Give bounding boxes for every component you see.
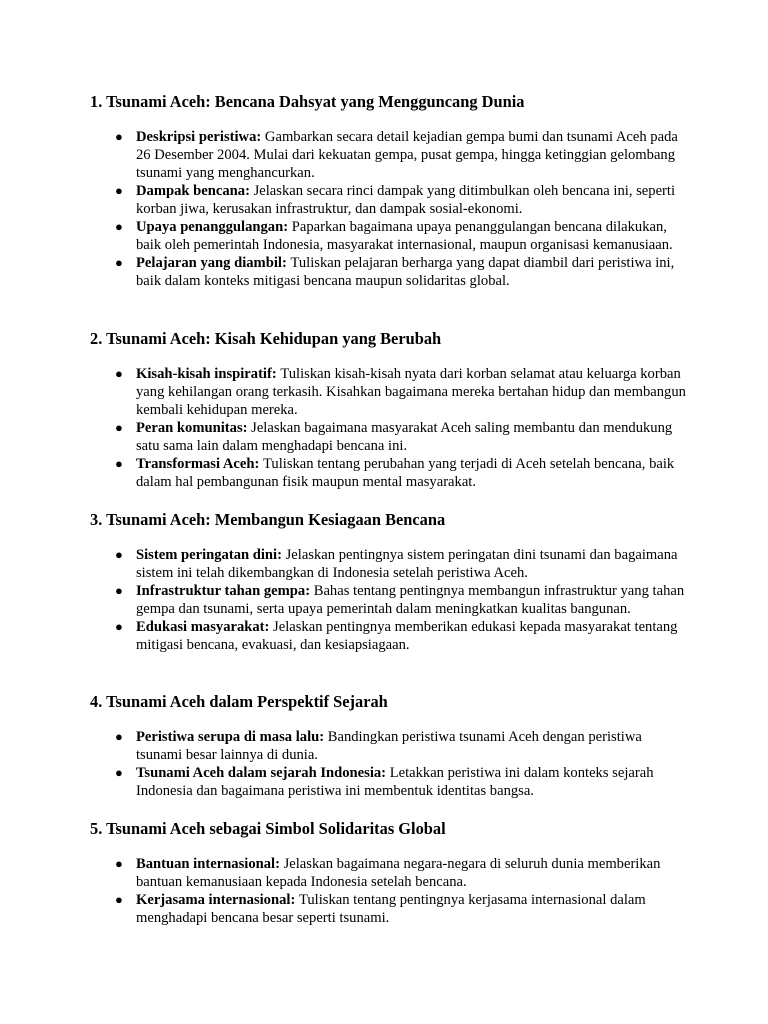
- bullet-icon: ●: [115, 219, 123, 234]
- bullet-icon: ●: [115, 765, 123, 780]
- list-item: [115, 891, 690, 927]
- item-label: Kisah-kisah inspiratif:: [136, 366, 281, 382]
- bullet-list: [90, 728, 690, 800]
- item-text: Tuliskan kisah-kisah nyata dari korban selamat atau keluarga korban yang kehilangan orang terkasih. Kisahkan bagaimana mereka bertahan hidup dan membangun kembali kehidupan mereka.: [136, 366, 686, 418]
- item-label: Bantuan internasional:: [136, 856, 284, 872]
- item-text: Bahas tentang pentingnya membangun infrastruktur yang tahan gempa dan tsunami, serta upaya pemerintah dalam meningkatkan kualitas bangunan.: [136, 583, 685, 617]
- item-label: Edukasi masyarakat:: [136, 619, 274, 635]
- list-item: [115, 455, 690, 491]
- list-item: [115, 728, 690, 764]
- item-text: Tuliskan tentang perubahan yang terjadi di Aceh setelah bencana, baik dalam hal pembangunan fisik maupun mental masyarakat.: [136, 456, 675, 490]
- bullet-icon: ●: [115, 583, 123, 598]
- list-item: [115, 855, 690, 891]
- section-title: 1. Tsunami Aceh: Bencana Dahsyat yang Mengguncang Dunia: [90, 92, 525, 111]
- section-title: 5. Tsunami Aceh sebagai Simbol Solidaritas Global: [90, 819, 446, 838]
- bullet-icon: ●: [115, 255, 123, 270]
- bullet-list: [90, 855, 690, 927]
- section-title: 4. Tsunami Aceh dalam Perspektif Sejarah: [90, 692, 388, 711]
- item-label: Sistem peringatan dini:: [136, 547, 286, 563]
- bullet-list: [90, 365, 690, 491]
- list-item: [115, 764, 690, 800]
- bullet-icon: ●: [115, 456, 123, 471]
- item-text: Jelaskan bagaimana negara-negara di seluruh dunia memberikan bantuan kemanusiaan kepada Indonesia setelah bencana.: [136, 856, 661, 890]
- section-4: [90, 691, 690, 818]
- item-text: Jelaskan pentingnya memberikan edukasi kepada masyarakat tentang mitigasi bencana, evakuasi, dan kesiapsiagaan.: [136, 619, 678, 653]
- section-5: [90, 818, 690, 928]
- item-text: Paparkan bagaimana upaya penanggulangan bencana dilakukan, baik oleh pemerintah Indonesia, masyarakat internasional, maupun organisasi kemanusiaan.: [136, 219, 673, 253]
- item-text: Bandingkan peristiwa tsunami Aceh dengan peristiwa tsunami besar lainnya di dunia.: [136, 729, 642, 763]
- bullet-icon: ●: [115, 892, 123, 907]
- list-item: [115, 128, 690, 182]
- list-item: [115, 618, 690, 654]
- item-text: Jelaskan bagaimana masyarakat Aceh saling membantu dan mendukung satu sama lain dalam menghadapi bencana ini.: [136, 420, 673, 454]
- item-label: Infrastruktur tahan gempa:: [136, 583, 314, 599]
- document-page: [90, 91, 690, 928]
- list-item: [115, 546, 690, 582]
- item-label: Dampak bencana:: [136, 183, 254, 199]
- bullet-list: [90, 546, 690, 654]
- list-item: [115, 254, 690, 290]
- list-item: [115, 365, 690, 419]
- item-label: Tsunami Aceh dalam sejarah Indonesia:: [136, 765, 390, 781]
- item-label: Peristiwa serupa di masa lalu:: [136, 729, 328, 745]
- item-text: Tuliskan pelajaran berharga yang dapat diambil dari peristiwa ini, baik dalam konteks mitigasi bencana maupun solidaritas global.: [136, 255, 675, 289]
- bullet-icon: ●: [115, 420, 123, 435]
- item-label: Peran komunitas:: [136, 420, 252, 436]
- item-text: Letakkan peristiwa ini dalam konteks sejarah Indonesia dan bagaimana peristiwa ini membentuk identitas bangsa.: [136, 765, 654, 799]
- section-title: 2. Tsunami Aceh: Kisah Kehidupan yang Berubah: [90, 329, 442, 348]
- list-item: [115, 182, 690, 218]
- bullet-icon: ●: [115, 729, 123, 744]
- bullet-icon: ●: [115, 183, 123, 198]
- item-text: Gambarkan secara detail kejadian gempa bumi dan tsunami Aceh pada 26 Desember 2004. Mulai dari kekuatan gempa, pusat gempa, hingga ketinggian gelombang tsunami yang menghancurkan.: [136, 129, 678, 181]
- item-label: Transformasi Aceh:: [136, 456, 264, 472]
- item-label: Deskripsi peristiwa:: [136, 129, 265, 145]
- section-2: [90, 328, 690, 509]
- section-3: [90, 509, 690, 691]
- list-item: [115, 419, 690, 455]
- section-title: 3. Tsunami Aceh: Membangun Kesiagaan Bencana: [90, 510, 446, 529]
- item-label: Kerjasama internasional:: [136, 892, 299, 908]
- item-text: Jelaskan secara rinci dampak yang ditimbulkan oleh bencana ini, seperti korban jiwa, kerusakan infrastruktur, dan dampak sosial-ekonomi.: [136, 183, 676, 217]
- bullet-icon: ●: [115, 366, 123, 381]
- item-label: Pelajaran yang diambil:: [136, 255, 291, 271]
- item-text: Jelaskan pentingnya sistem peringatan dini tsunami dan bagaimana sistem ini telah dikembangkan di Indonesia setelah peristiwa Aceh.: [136, 547, 678, 581]
- bullet-icon: ●: [115, 856, 123, 871]
- list-item: [115, 218, 690, 254]
- item-label: Upaya penanggulangan:: [136, 219, 292, 235]
- bullet-icon: ●: [115, 547, 123, 562]
- bullet-icon: ●: [115, 129, 123, 144]
- item-text: Tuliskan tentang pentingnya kerjasama internasional dalam menghadapi bencana besar seperti tsunami.: [136, 892, 646, 926]
- list-item: [115, 582, 690, 618]
- section-1: [90, 91, 690, 328]
- bullet-list: [90, 128, 690, 290]
- bullet-icon: ●: [115, 619, 123, 634]
